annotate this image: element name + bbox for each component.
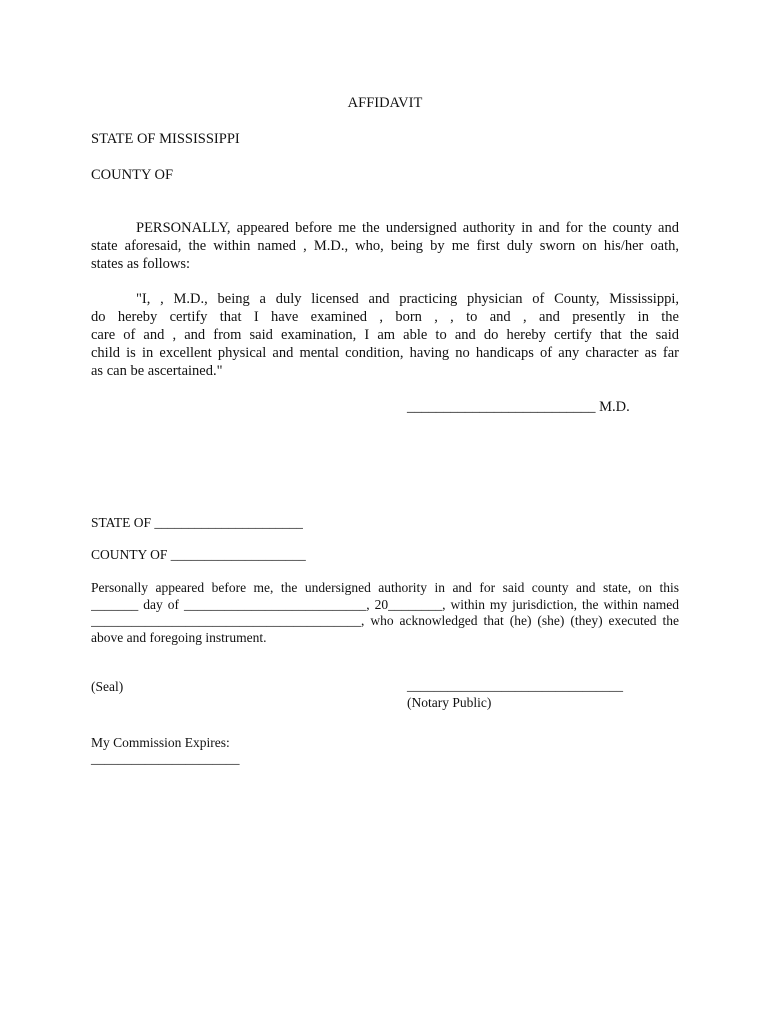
statement-line-3: care of and , and from said examination, I am able to and do hereby certify that the said xyxy=(91,327,679,343)
commission-expires-label: My Commission Expires: xyxy=(91,735,230,750)
statement-line-5: as can be ascertained." xyxy=(91,363,223,379)
intro-line-2: state aforesaid, the within named , M.D., who, being by me first duly sworn on his/her oath, xyxy=(91,238,679,254)
notary-state-line: STATE OF ______________________ xyxy=(91,515,303,530)
notary-county-line: COUNTY OF ____________________ xyxy=(91,547,306,562)
statement-line-1: "I, , M.D., being a duly licensed and practicing physician of County, Mississippi, xyxy=(136,291,679,307)
physician-signature-line: __________________________ M.D. xyxy=(407,399,630,415)
document-title: AFFIDAVIT xyxy=(347,95,423,111)
notary-line-1: Personally appeared before me, the undersigned authority in and for said county and state, on this xyxy=(91,580,679,595)
notary-signature-line: ________________________________ xyxy=(407,678,623,693)
notary-line-3: ________________________________________, who acknowledged that (he) (she) (they) executed the xyxy=(91,613,679,628)
county-line: COUNTY OF xyxy=(91,167,174,183)
physician-statement xyxy=(91,290,679,380)
notary-paragraph xyxy=(91,580,679,646)
statement-line-4: child is in excellent physical and mental condition, having no handicaps of any character as far xyxy=(91,345,679,361)
intro-paragraph xyxy=(91,219,679,273)
notary-line-4: above and foregoing instrument. xyxy=(91,629,267,645)
intro-line-3: states as follows: xyxy=(91,256,191,272)
seal-label: (Seal) xyxy=(91,679,124,694)
intro-line-1: PERSONALLY, appeared before me the undersigned authority in and for the county and xyxy=(136,220,679,236)
commission-expires-line: ______________________ xyxy=(91,751,240,766)
statement-line-2: do hereby certify that I have examined , born , , to and , and presently in the xyxy=(91,309,679,325)
notary-public-label: (Notary Public) xyxy=(407,695,492,710)
state-line: STATE OF MISSISSIPPI xyxy=(91,131,240,147)
notary-line-2: _______ day of ___________________________, 20________, within my jurisdiction, the within named xyxy=(91,596,679,612)
